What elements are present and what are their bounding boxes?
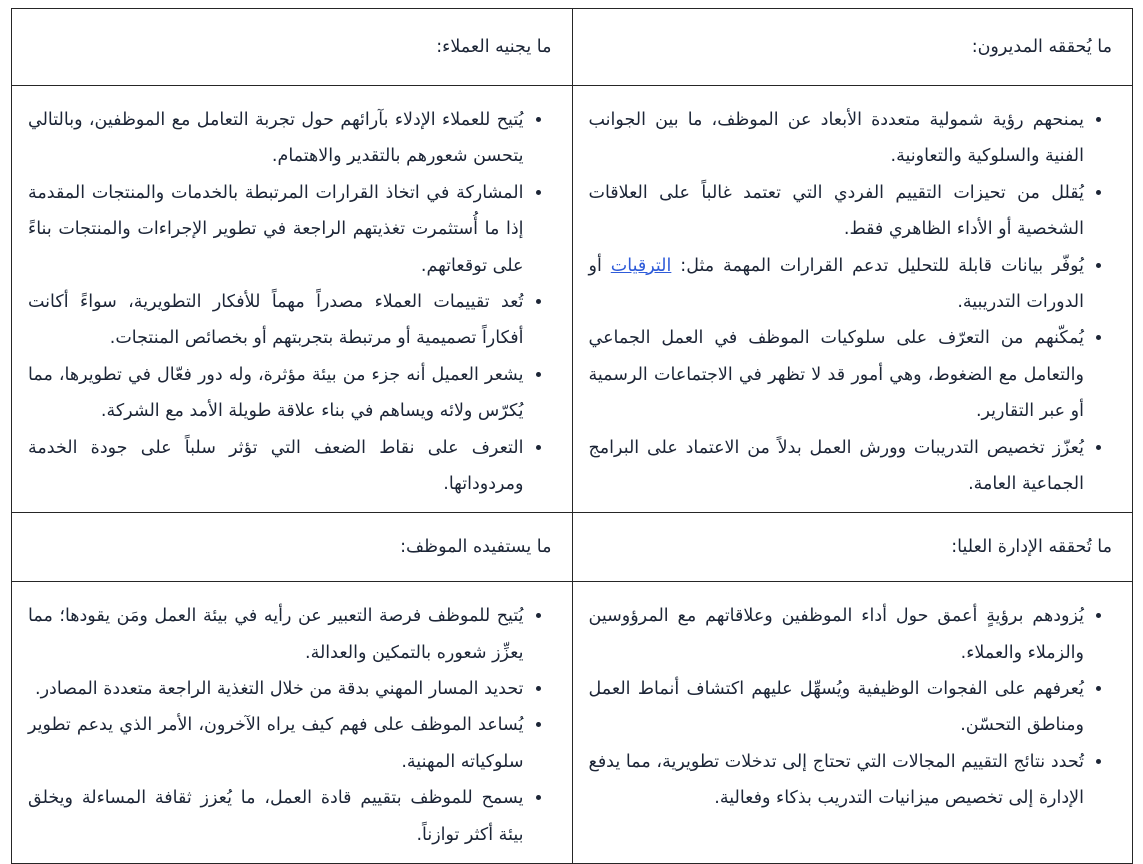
list-item: • يسمح للموظف بتقييم قادة العمل، ما يُعزز ثقافة المساءلة ويخلق بيئة أكثر توازناً. (28, 780, 524, 853)
header-cell-managers (572, 9, 1133, 86)
list-item: • يُساعد الموظف على فهم كيف يراه الآخرون، الأمر الذي يدعم تطوير سلوكياته المهنية. (28, 707, 524, 780)
content-row-managers-customers (12, 86, 1133, 513)
top-management-cell (572, 582, 1133, 864)
header-cell-customers (12, 9, 573, 86)
header-cell-employee (12, 513, 573, 582)
list-item: • تُحدد نتائج التقييم المجالات التي تحتاج إلى تدخلات تطويرية، مما يدفع الإدارة إلى تخصيص ميزانيات التدريب بذكاء وفعالية. (589, 744, 1085, 817)
list-item: • يُتيح للعملاء الإدلاء بآرائهم حول تجربة التعامل مع الموظفين، وبالتالي يتحسن شعورهم بالتقدير والاهتمام. (28, 102, 524, 175)
list-item (589, 248, 1085, 321)
customers-bullet-list (28, 102, 556, 502)
list-item: • تُعد تقييمات العملاء مصدراً مهماً للأفكار التطويرية، سواءً أكانت أفكاراً تصميمية أو مرتبطة بتجربتهم أو بخصائص المنتجات. (28, 284, 524, 357)
list-item: • المشاركة في اتخاذ القرارات المرتبطة بالخدمات والمنتجات المقدمة إذا ما أُستثمرت تغذيتهم الراجعة في تطوير الإجراءات والمنتجات بناءً على توقعاتهم. (28, 175, 524, 284)
document-page (0, 8, 1143, 845)
list-item: • يُعزّز تخصيص التدريبات وورش العمل بدلاً من الاعتماد على البرامج الجماعية العامة. (589, 430, 1085, 503)
customers-header-label: ما يجنيه العملاء: (436, 37, 552, 57)
list-item: • يمنحهم رؤية شمولية متعددة الأبعاد عن الموظف، ما بين الجوانب الفنية والسلوكية والتعاونية. (589, 102, 1085, 175)
employee-bullet-list (28, 598, 556, 853)
list-item: • يُزودهم برؤيةٍ أعمق حول أداء الموظفين وعلاقاتهم مع المرؤوسين والزملاء والعملاء. (589, 598, 1085, 671)
list-item: • تحديد المسار المهني بدقة من خلال التغذية الراجعة متعددة المصادر. (28, 671, 524, 707)
list-item: • يشعر العميل أنه جزء من بيئة مؤثرة، وله دور فعّال في تطويرها، مما يُكرّس ولائه ويساهم في بناء علاقة طويلة الأمد مع الشركة. (28, 357, 524, 430)
employee-cell (12, 582, 573, 864)
bullet-text-after-link: أو الدورات التدريبية. (588, 255, 1084, 312)
content-row-management-employee (12, 582, 1133, 864)
customers-cell (12, 86, 573, 513)
managers-header-label: ما يُحققه المديرون: (971, 37, 1112, 57)
managers-cell (572, 86, 1133, 513)
list-item: • يُعرفهم على الفجوات الوظيفية ويُسهِّل عليهم اكتشاف أنماط العمل ومناطق التحسّن. (589, 671, 1085, 744)
benefits-table (11, 8, 1133, 864)
managers-bullet-list (589, 102, 1117, 502)
list-item: • يُتيح للموظف فرصة التعبير عن رأيه في بيئة العمل ومَن يقودها؛ مما يعزِّز شعوره بالتمكين والعدالة. (28, 598, 524, 671)
header-row-managers-customers (12, 9, 1133, 86)
top-management-header-label: ما تُحققه الإدارة العليا: (951, 537, 1112, 558)
bullet-text-before-link: يُوفّر بيانات قابلة للتحليل تدعم القرارات المهمة مثل: (671, 255, 1084, 276)
list-item: • يُمكّنهم من التعرّف على سلوكيات الموظف في العمل الجماعي والتعامل مع الضغوط، وهي أمور قد لا تظهر في الاجتماعات الرسمية أو عبر التقارير. (589, 320, 1085, 429)
list-item: • يُقلل من تحيزات التقييم الفردي التي تعتمد غالباً على العلاقات الشخصية أو الأداء الظاهري فقط. (589, 175, 1085, 248)
promotions-link[interactable]: الترقيات (610, 255, 672, 276)
top-management-bullet-list (589, 598, 1117, 816)
header-row-management-employee (12, 513, 1133, 582)
header-cell-top-management (572, 513, 1133, 582)
employee-header-label: ما يستفيده الموظف: (400, 537, 552, 558)
list-item: • التعرف على نقاط الضعف التي تؤثر سلباً على جودة الخدمة ومردوداتها. (28, 430, 524, 503)
